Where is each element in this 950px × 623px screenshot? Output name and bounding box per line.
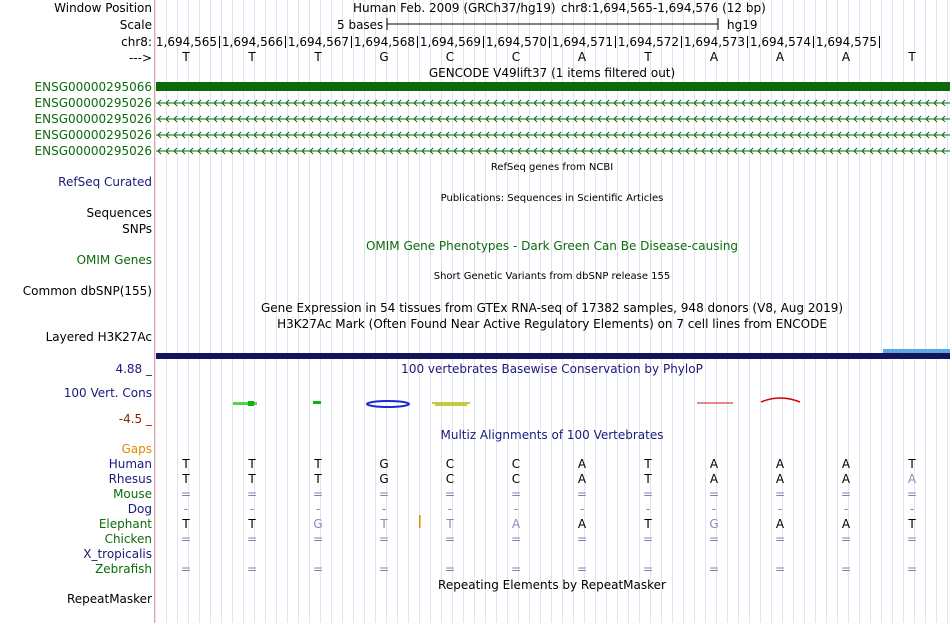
ruler-tick bbox=[285, 36, 286, 48]
label-strand[interactable]: ---> bbox=[128, 51, 152, 65]
alignment-base-human: T bbox=[314, 457, 322, 471]
alignment-base-chicken: = bbox=[444, 532, 456, 546]
alignment-base-human: A bbox=[709, 457, 719, 471]
alignment-base-zebrafish: = bbox=[774, 562, 786, 576]
dbsnp-track-title: Short Genetic Variants from dbSNP release 155 bbox=[433, 271, 671, 282]
alignment-base-elephant: A bbox=[511, 517, 521, 531]
label-repeatmasker[interactable]: RepeatMasker bbox=[66, 592, 152, 606]
alignment-base-mouse: = bbox=[774, 487, 786, 501]
alignment-base-elephant: G bbox=[313, 517, 323, 531]
alignment-base-dog: - bbox=[645, 502, 651, 516]
genome-base: C bbox=[511, 50, 521, 64]
ruler-label: 1,694,572 bbox=[617, 35, 679, 49]
alignment-base-rhesus: T bbox=[314, 472, 322, 486]
multiz-track-title: Multiz Alignments of 100 Vertebrates bbox=[440, 428, 664, 442]
alignment-base-zebrafish: = bbox=[444, 562, 456, 576]
ruler-tick bbox=[483, 36, 484, 48]
alignment-base-mouse: = bbox=[180, 487, 192, 501]
alignment-base-human: A bbox=[577, 457, 587, 471]
alignment-base-elephant: T bbox=[908, 517, 916, 531]
alignment-base-rhesus: T bbox=[644, 472, 652, 486]
track-image-area[interactable] bbox=[155, 0, 950, 623]
alignment-base-human: T bbox=[908, 457, 916, 471]
alignment-base-rhesus: T bbox=[182, 472, 190, 486]
alignment-base-chicken: = bbox=[774, 532, 786, 546]
phylop-mark bbox=[432, 403, 470, 405]
label-species-elephant[interactable]: Elephant bbox=[98, 517, 152, 531]
genome-base: T bbox=[182, 50, 190, 64]
alignment-base-human: T bbox=[644, 457, 652, 471]
alignment-base-dog: - bbox=[447, 502, 453, 516]
label-sequences[interactable]: Sequences bbox=[86, 206, 152, 220]
ruler-tick bbox=[681, 36, 682, 48]
alignment-base-rhesus: A bbox=[577, 472, 587, 486]
ruler-tick bbox=[879, 36, 880, 48]
ruler-label: 1,694,568 bbox=[353, 35, 415, 49]
alignment-base-rhesus: A bbox=[841, 472, 851, 486]
phylop-mark bbox=[761, 398, 800, 402]
label-gencode-row[interactable]: ENSG00000295026 bbox=[34, 144, 152, 158]
alignment-base-zebrafish: = bbox=[180, 562, 192, 576]
phylop-mark bbox=[367, 401, 409, 407]
alignment-base-mouse: = bbox=[576, 487, 588, 501]
alignment-base-mouse: = bbox=[312, 487, 324, 501]
label-gencode-row[interactable]: ENSG00000295026 bbox=[34, 112, 152, 126]
ruler-tick bbox=[219, 36, 220, 48]
label-snps[interactable]: SNPs bbox=[122, 222, 152, 236]
alignment-base-rhesus: G bbox=[379, 472, 389, 486]
alignment-base-elephant: T bbox=[446, 517, 454, 531]
genome-base: C bbox=[445, 50, 455, 64]
label-gencode-row[interactable]: ENSG00000295026 bbox=[34, 96, 152, 110]
ruler-label: 1,694,574 bbox=[749, 35, 811, 49]
alignment-base-chicken: = bbox=[906, 532, 918, 546]
alignment-base-elephant: T bbox=[182, 517, 190, 531]
label-species-human[interactable]: Human bbox=[108, 457, 152, 471]
alignment-base-mouse: = bbox=[246, 487, 258, 501]
genome-base: A bbox=[577, 50, 587, 64]
ruler-label: 1,694,566 bbox=[221, 35, 283, 49]
publications-track-title: Publications: Sequences in Scientific Articles bbox=[440, 193, 664, 204]
gencode-strand-lines bbox=[156, 100, 950, 154]
label-window-position[interactable]: Window Position bbox=[54, 1, 152, 15]
alignment-base-chicken: = bbox=[246, 532, 258, 546]
ruler-label: 1,694,565 bbox=[155, 35, 217, 49]
ruler-label: 1,694,567 bbox=[287, 35, 349, 49]
gap-marker bbox=[419, 515, 421, 528]
alignment-base-zebrafish: = bbox=[642, 562, 654, 576]
ruler-tick bbox=[417, 36, 418, 48]
phylop-track-title: 100 vertebrates Basewise Conservation by PhyloP bbox=[401, 362, 703, 376]
alignment-base-zebrafish: = bbox=[708, 562, 720, 576]
alignment-base-human: G bbox=[379, 457, 389, 471]
alignment-base-dog: - bbox=[315, 502, 321, 516]
alignment-base-elephant: T bbox=[644, 517, 652, 531]
alignment-base-rhesus: A bbox=[709, 472, 719, 486]
ruler-tick bbox=[351, 36, 352, 48]
ruler-tick bbox=[747, 36, 748, 48]
scale-db-text: hg19 bbox=[727, 18, 758, 32]
alignment-base-dog: - bbox=[183, 502, 189, 516]
gtex-track-title: Gene Expression in 54 tissues from GTEx RNA-seq of 17382 samples, 948 donors (V8, Aug 2019) bbox=[260, 301, 844, 315]
alignment-base-mouse: = bbox=[378, 487, 390, 501]
ruler-tick bbox=[549, 36, 550, 48]
genome-base: G bbox=[379, 50, 389, 64]
alignment-base-mouse: = bbox=[510, 487, 522, 501]
label-100-vert-cons[interactable]: 100 Vert. Cons bbox=[63, 386, 152, 400]
alignment-base-dog: - bbox=[381, 502, 387, 516]
alignment-base-chicken: = bbox=[312, 532, 324, 546]
h3k27ac-signal-bar bbox=[156, 353, 950, 359]
alignment-base-chicken: = bbox=[708, 532, 720, 546]
alignment-base-dog: - bbox=[711, 502, 717, 516]
phylop-mark bbox=[248, 401, 254, 406]
label-gaps[interactable]: Gaps bbox=[121, 442, 152, 456]
label-chromosome[interactable]: chr8: bbox=[121, 35, 152, 49]
alignment-base-dog: - bbox=[843, 502, 849, 516]
alignment-base-elephant: T bbox=[248, 517, 256, 531]
alignment-base-chicken: = bbox=[840, 532, 852, 546]
label-gencode-row[interactable]: ENSG00000295066 bbox=[34, 80, 152, 94]
gencode-gene-block bbox=[156, 82, 950, 91]
alignment-base-mouse: = bbox=[642, 487, 654, 501]
alignment-base-chicken: = bbox=[576, 532, 588, 546]
label-scale[interactable]: Scale bbox=[119, 18, 152, 32]
alignment-base-human: T bbox=[248, 457, 256, 471]
label-species-chicken[interactable]: Chicken bbox=[104, 532, 152, 546]
phylop-mark bbox=[313, 401, 321, 404]
genome-base: T bbox=[248, 50, 256, 64]
alignment-base-elephant: G bbox=[709, 517, 719, 531]
gencode-track-title: GENCODE V49lift37 (1 items filtered out) bbox=[428, 66, 676, 80]
alignment-base-rhesus: A bbox=[775, 472, 785, 486]
label-omim-genes[interactable]: OMIM Genes bbox=[76, 253, 152, 267]
alignment-base-elephant: A bbox=[577, 517, 587, 531]
alignment-base-chicken: = bbox=[180, 532, 192, 546]
alignment-base-rhesus: C bbox=[445, 472, 455, 486]
alignment-base-rhesus: C bbox=[511, 472, 521, 486]
alignment-base-rhesus: A bbox=[907, 472, 917, 486]
position-readout: chr8:1,694,565-1,694,576 (12 bp) bbox=[561, 1, 766, 15]
alignment-base-dog: - bbox=[249, 502, 255, 516]
genome-base: T bbox=[314, 50, 322, 64]
label-species-mouse[interactable]: Mouse bbox=[113, 487, 152, 501]
ruler-label: 1,694,571 bbox=[551, 35, 613, 49]
alignment-base-chicken: = bbox=[510, 532, 522, 546]
ruler-tick bbox=[813, 36, 814, 48]
scale-bases-text: 5 bases bbox=[337, 18, 384, 32]
label-gencode-row[interactable]: ENSG00000295026 bbox=[34, 128, 152, 142]
assembly-title: Human Feb. 2009 (GRCh37/hg19) bbox=[353, 1, 556, 15]
ruler-label: 1,694,570 bbox=[485, 35, 547, 49]
ruler-label: 1,694,573 bbox=[683, 35, 745, 49]
label-species-x-tropicalis[interactable]: X_tropicalis bbox=[83, 547, 152, 561]
ruler-label: 1,694,575 bbox=[815, 35, 877, 49]
alignment-base-zebrafish: = bbox=[246, 562, 258, 576]
h3k27ac-peak bbox=[883, 349, 950, 353]
genome-base: T bbox=[908, 50, 916, 64]
alignment-base-zebrafish: = bbox=[510, 562, 522, 576]
genome-base: A bbox=[775, 50, 785, 64]
h3k27ac-track-title: H3K27Ac Mark (Often Found Near Active Regulatory Elements) on 7 cell lines from ENCODE bbox=[277, 317, 827, 331]
alignment-base-human: T bbox=[182, 457, 190, 471]
ruler-tick bbox=[615, 36, 616, 48]
label-cons-min: -4.5 _ bbox=[118, 412, 152, 426]
alignment-base-elephant: T bbox=[380, 517, 388, 531]
label-cons-max: 4.88 _ bbox=[115, 362, 152, 376]
refseq-track-title: RefSeq genes from NCBI bbox=[490, 162, 614, 173]
alignment-base-zebrafish: = bbox=[576, 562, 588, 576]
alignment-base-human: A bbox=[775, 457, 785, 471]
alignment-base-zebrafish: = bbox=[906, 562, 918, 576]
genome-base: T bbox=[644, 50, 652, 64]
alignment-base-mouse: = bbox=[906, 487, 918, 501]
genome-base: A bbox=[841, 50, 851, 64]
label-common-dbsnp[interactable]: Common dbSNP(155) bbox=[22, 284, 152, 298]
alignment-base-chicken: = bbox=[378, 532, 390, 546]
alignment-base-elephant: A bbox=[775, 517, 785, 531]
alignment-base-mouse: = bbox=[840, 487, 852, 501]
alignment-base-zebrafish: = bbox=[312, 562, 324, 576]
label-species-rhesus[interactable]: Rhesus bbox=[108, 472, 152, 486]
alignment-base-human: C bbox=[511, 457, 521, 471]
alignment-base-dog: - bbox=[777, 502, 783, 516]
genome-base: A bbox=[709, 50, 719, 64]
label-layered-h3k27ac[interactable]: Layered H3K27Ac bbox=[45, 330, 152, 344]
label-species-dog[interactable]: Dog bbox=[127, 502, 152, 516]
alignment-base-zebrafish: = bbox=[840, 562, 852, 576]
alignment-base-dog: - bbox=[909, 502, 915, 516]
label-species-zebrafish[interactable]: Zebrafish bbox=[95, 562, 152, 576]
alignment-base-dog: - bbox=[579, 502, 585, 516]
repeatmasker-track-title: Repeating Elements by RepeatMasker bbox=[438, 578, 666, 592]
alignment-base-mouse: = bbox=[444, 487, 456, 501]
ruler-label: 1,694,569 bbox=[419, 35, 481, 49]
alignment-base-mouse: = bbox=[708, 487, 720, 501]
alignment-base-rhesus: T bbox=[248, 472, 256, 486]
alignment-base-human: A bbox=[841, 457, 851, 471]
track-labels-panel bbox=[0, 0, 154, 623]
alignment-base-chicken: = bbox=[642, 532, 654, 546]
alignment-base-human: C bbox=[445, 457, 455, 471]
omim-track-title: OMIM Gene Phenotypes - Dark Green Can Be Disease-causing bbox=[365, 239, 739, 253]
alignment-base-elephant: A bbox=[841, 517, 851, 531]
alignment-base-dog: - bbox=[513, 502, 519, 516]
label-refseq-curated[interactable]: RefSeq Curated bbox=[58, 175, 152, 189]
alignment-base-zebrafish: = bbox=[378, 562, 390, 576]
